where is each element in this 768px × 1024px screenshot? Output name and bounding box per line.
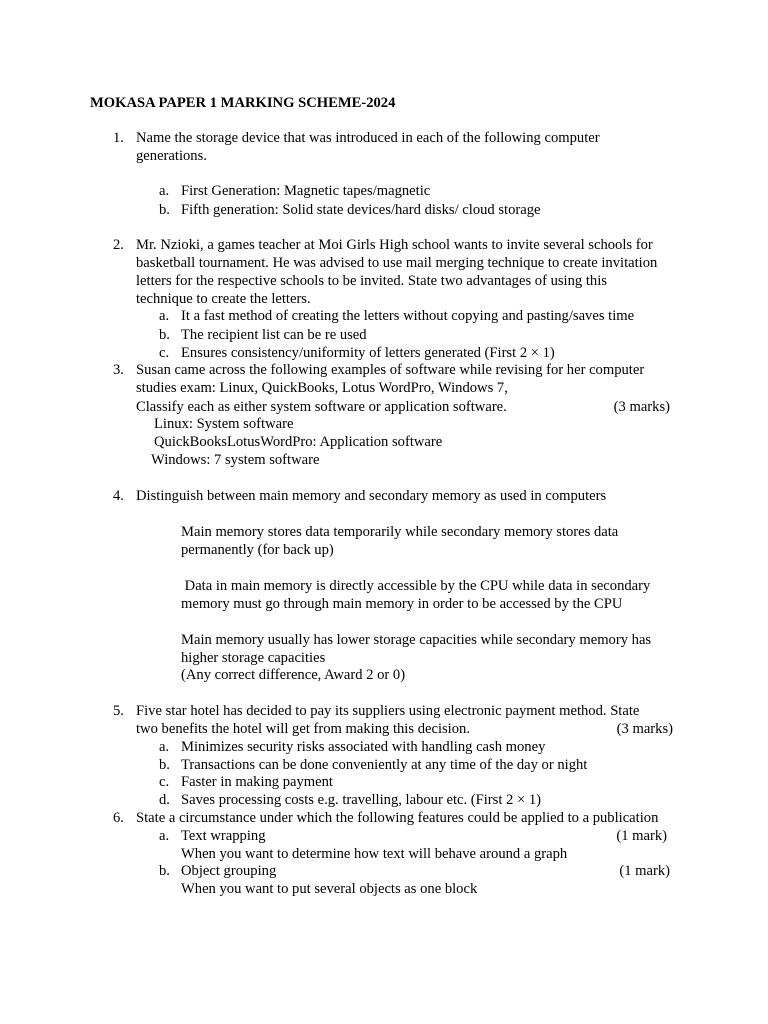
q3-number: 3. <box>113 362 124 378</box>
q1-item-text: Fifth generation: Solid state devices/hard disks/ cloud storage <box>181 202 541 218</box>
q6-item-marks: (1 mark) <box>616 828 667 844</box>
q4-answer-line: memory must go through main memory in order to be accessed by the CPU <box>181 596 623 612</box>
q2-text-line: letters for the respective schools to be invited. State two advantages of using this <box>136 273 607 289</box>
q6-text: State a circumstance under which the following features could be applied to a publication <box>136 810 659 826</box>
q6-item-answer: When you want to determine how text will behave around a graph <box>181 846 568 862</box>
q3-answer: Linux: System software <box>154 416 294 432</box>
q1-item-label: b. <box>159 202 170 218</box>
q1-text-line: generations. <box>136 148 207 164</box>
q5-item-text: Saves processing costs e.g. travelling, labour etc. (First 2 × 1) <box>181 792 542 808</box>
q5-text-line: two benefits the hotel will get from making this decision. <box>136 721 470 737</box>
q3-text-line: Susan came across the following examples of software while revising for her computer <box>136 362 645 378</box>
q6-number: 6. <box>113 810 124 826</box>
q4-answer-line: higher storage capacities <box>181 650 326 666</box>
q3-text-line: Classify each as either system software or application software. <box>136 399 507 415</box>
q5-item-text: Faster in making payment <box>181 774 333 790</box>
q2-item-text: The recipient list can be re used <box>181 327 367 343</box>
q4-answer-line: (Any correct difference, Award 2 or 0) <box>181 667 406 683</box>
q2-item-label: a. <box>159 308 170 324</box>
q5-item-label: b. <box>159 757 170 773</box>
q4-answer-line: permanently (for back up) <box>181 542 334 558</box>
q5-item-text: Minimizes security risks associated with handling cash money <box>181 739 546 755</box>
q2-item-text: It a fast method of creating the letters without copying and pasting/saves time <box>181 308 635 324</box>
q6-item-answer: When you want to put several objects as one block <box>181 881 478 897</box>
q2-item-text: Ensures consistency/uniformity of letters generated (First 2 × 1) <box>181 345 555 361</box>
q5-item-text: Transactions can be done conveniently at any time of the day or night <box>181 757 588 773</box>
q5-item-label: c. <box>159 774 170 790</box>
q4-answer-line: Main memory usually has lower storage capacities while secondary memory has <box>181 632 652 648</box>
q2-text-line: basketball tournament. He was advised to use mail merging technique to create invitation <box>136 255 658 271</box>
q1-number: 1. <box>113 130 124 146</box>
q6-item-marks: (1 mark) <box>619 863 670 879</box>
q2-text-line: technique to create the letters. <box>136 291 311 307</box>
q4-answer-line: Main memory stores data temporarily while secondary memory stores data <box>181 524 619 540</box>
q3-answer: QuickBooksLotusWordPro: Application software <box>154 434 443 450</box>
q2-item-label: c. <box>159 345 170 361</box>
q5-marks: (3 marks) <box>616 721 673 737</box>
q1-item-text: First Generation: Magnetic tapes/magnetic <box>181 183 431 199</box>
q6-item-text: Object grouping <box>181 863 277 879</box>
q5-text-line: Five star hotel has decided to pay its suppliers using electronic payment method. State <box>136 703 640 719</box>
q2-text-line: Mr. Nzioki, a games teacher at Moi Girls High school wants to invite several schools for <box>136 237 653 253</box>
q4-answer-line: Data in main memory is directly accessible by the CPU while data in secondary <box>181 578 651 594</box>
q4-text: Distinguish between main memory and secondary memory as used in computers <box>136 488 607 504</box>
document-title: MOKASA PAPER 1 MARKING SCHEME-2024 <box>90 95 396 111</box>
q2-number: 2. <box>113 237 124 253</box>
q3-text-line: studies exam: Linux, QuickBooks, Lotus WordPro, Windows 7, <box>136 380 508 396</box>
q6-item-text: Text wrapping <box>181 828 266 844</box>
q6-item-label: a. <box>159 828 170 844</box>
q5-number: 5. <box>113 703 124 719</box>
q3-marks: (3 marks) <box>613 399 670 415</box>
q5-item-label: a. <box>159 739 170 755</box>
q5-item-label: d. <box>159 792 170 808</box>
q1-text-line: Name the storage device that was introduced in each of the following computer <box>136 130 600 146</box>
q2-item-label: b. <box>159 327 170 343</box>
q4-number: 4. <box>113 488 124 504</box>
q1-item-label: a. <box>159 183 170 199</box>
q3-answer: Windows: 7 system software <box>151 452 320 468</box>
q6-item-label: b. <box>159 863 170 879</box>
